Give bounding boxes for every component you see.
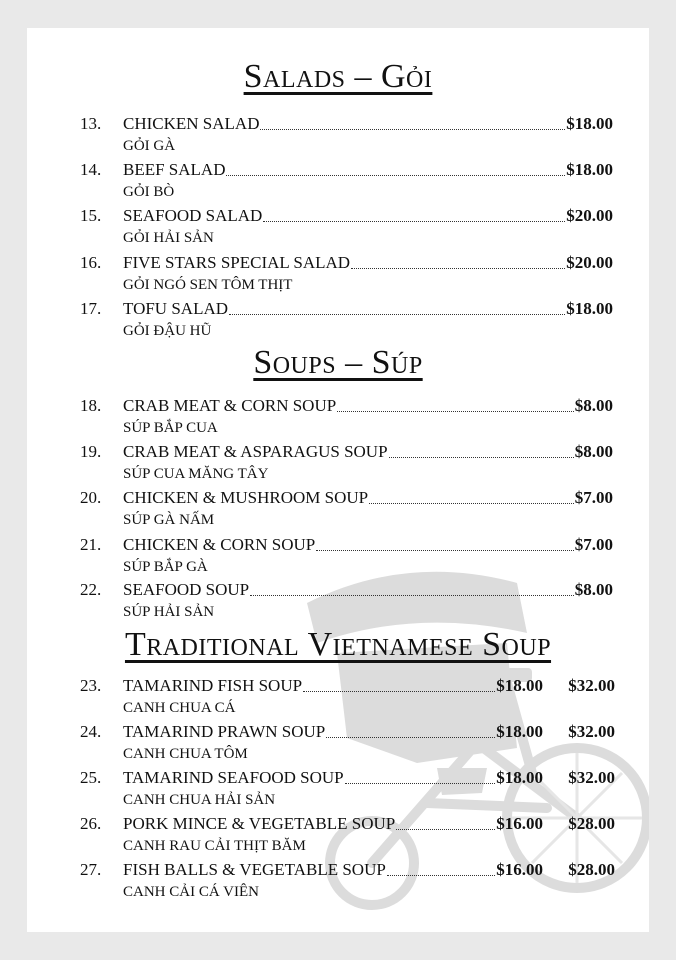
menu-item <box>27 721 649 767</box>
item-name: CRAB MEAT & CORN SOUP <box>123 396 337 415</box>
item-price: $18.00 <box>566 114 613 133</box>
item-price-large: $32.00 <box>568 722 615 741</box>
section-title-salads: Salads – Gỏi <box>243 58 433 95</box>
item-number: 25. <box>80 768 102 787</box>
item-name: TAMARIND SEAFOOD SOUP <box>123 768 344 787</box>
item-price: $8.00 <box>574 580 613 599</box>
menu-item <box>27 113 649 159</box>
item-vietnamese-name: GỎI BÒ <box>123 184 175 200</box>
item-number: 27. <box>80 860 102 879</box>
item-name: TOFU SALAD <box>123 299 229 318</box>
item-price: $7.00 <box>574 535 613 554</box>
item-name: PORK MINCE & VEGETABLE SOUP <box>123 814 396 833</box>
menu-item <box>27 395 649 441</box>
item-number: 14. <box>80 160 102 179</box>
menu-item <box>27 487 649 533</box>
item-price-large: $28.00 <box>568 814 615 833</box>
item-price-large: $32.00 <box>568 676 615 695</box>
item-number: 20. <box>80 488 102 507</box>
item-vietnamese-name: CANH CHUA TÔM <box>123 746 248 762</box>
item-vietnamese-name: SÚP CUA MĂNG TÂY <box>123 466 269 482</box>
menu-item <box>27 859 649 905</box>
item-price-small: $18.00 <box>496 722 543 741</box>
item-price: $8.00 <box>574 442 613 461</box>
menu-item <box>27 579 649 625</box>
item-number: 13. <box>80 114 102 133</box>
item-vietnamese-name: GỎI HẢI SẢN <box>123 230 214 246</box>
item-number: 26. <box>80 814 102 833</box>
item-price: $7.00 <box>574 488 613 507</box>
item-name: BEEF SALAD <box>123 160 226 179</box>
item-name: SEAFOOD SALAD <box>123 206 263 225</box>
menu-item <box>27 534 649 580</box>
item-vietnamese-name: CANH RAU CẢI THỊT BĂM <box>123 838 306 854</box>
item-name: SEAFOOD SOUP <box>123 580 250 599</box>
item-name: TAMARIND FISH SOUP <box>123 676 303 695</box>
menu-item <box>27 252 649 298</box>
item-number: 18. <box>80 396 102 415</box>
item-price: $8.00 <box>574 396 613 415</box>
menu-item <box>27 205 649 251</box>
item-price-small: $16.00 <box>496 860 543 879</box>
item-number: 21. <box>80 535 102 554</box>
item-vietnamese-name: GỎI GÀ <box>123 138 176 154</box>
menu-item <box>27 298 649 344</box>
item-price: $18.00 <box>566 299 613 318</box>
menu-item <box>27 813 649 859</box>
item-name: TAMARIND PRAWN SOUP <box>123 722 326 741</box>
item-number: 23. <box>80 676 102 695</box>
item-price-small: $16.00 <box>496 814 543 833</box>
item-vietnamese-name: GỎI ĐẬU HŨ <box>123 323 212 339</box>
item-vietnamese-name: CANH CHUA HẢI SẢN <box>123 792 276 808</box>
menu-item <box>27 675 649 721</box>
menu-item <box>27 767 649 813</box>
item-vietnamese-name: CANH CHUA CÁ <box>123 700 236 716</box>
item-name: CRAB MEAT & ASPARAGUS SOUP <box>123 442 388 461</box>
item-vietnamese-name: GỎI NGÓ SEN TÔM THỊT <box>123 277 293 293</box>
item-name: CHICKEN & CORN SOUP <box>123 535 316 554</box>
item-vietnamese-name: SÚP BẮP GÀ <box>123 559 208 575</box>
item-price: $18.00 <box>566 160 613 179</box>
item-number: 16. <box>80 253 102 272</box>
item-vietnamese-name: CANH CẢI CÁ VIÊN <box>123 884 259 900</box>
item-vietnamese-name: SÚP BẮP CUA <box>123 420 218 436</box>
section-title-soups: Soups – Súp <box>253 344 423 381</box>
menu-page <box>27 28 649 932</box>
menu-item <box>27 159 649 205</box>
item-name: FIVE STARS SPECIAL SALAD <box>123 253 351 272</box>
item-number: 19. <box>80 442 102 461</box>
item-price: $20.00 <box>566 253 613 272</box>
item-price-large: $32.00 <box>568 768 615 787</box>
item-number: 24. <box>80 722 102 741</box>
item-price-large: $28.00 <box>568 860 615 879</box>
menu-item <box>27 441 649 487</box>
section-title-traditional-soup: Traditional Vietnamese Soup <box>124 626 552 663</box>
item-number: 22. <box>80 580 102 599</box>
item-name: CHICKEN & MUSHROOM SOUP <box>123 488 369 507</box>
item-vietnamese-name: SÚP HẢI SẢN <box>123 604 215 620</box>
item-name: FISH BALLS & VEGETABLE SOUP <box>123 860 386 879</box>
item-vietnamese-name: SÚP GÀ NẤM <box>123 512 215 528</box>
item-number: 15. <box>80 206 102 225</box>
item-name: CHICKEN SALAD <box>123 114 260 133</box>
item-price-small: $18.00 <box>496 676 543 695</box>
item-price-small: $18.00 <box>496 768 543 787</box>
item-number: 17. <box>80 299 102 318</box>
item-price: $20.00 <box>566 206 613 225</box>
